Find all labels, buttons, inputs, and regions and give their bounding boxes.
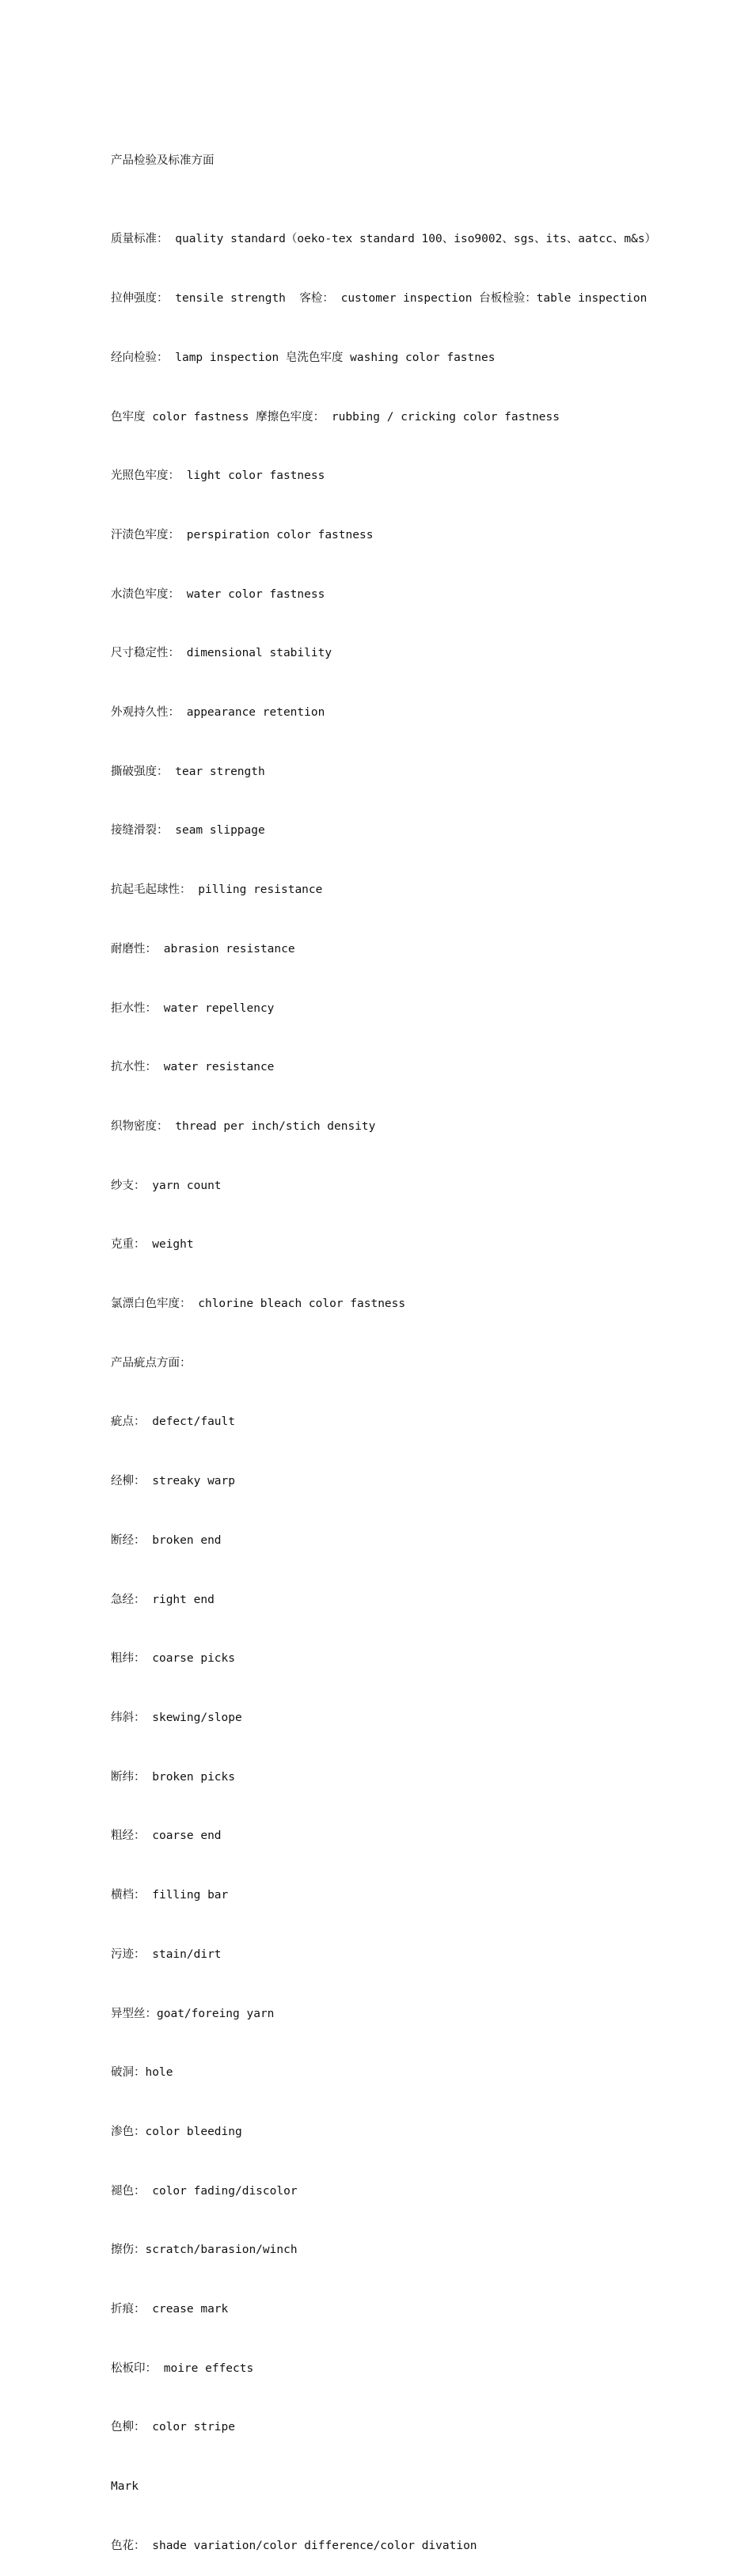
text-line: 擦伤：scratch/barasion/winch [111, 2244, 298, 2257]
text-line: 色牢度 color fastness 摩擦色牢度： rubbing / cricking color fastness [111, 410, 560, 424]
text-line: 横档： filling bar [111, 1889, 229, 1902]
text-line: 折痕： crease mark [111, 2303, 229, 2316]
text-line: 水渍色牢度： water color fastness [111, 587, 325, 601]
text-line: 急经： right end [111, 1593, 215, 1606]
text-line: 渗色：color bleeding [111, 2125, 242, 2138]
text-line: 质量标准： quality standard（oeko-tex standard 100、iso9002、sgs、its、aatcc、m&s） [111, 233, 657, 246]
text-line: 断经： broken end [111, 1533, 222, 1547]
text-line: 抗水性： water resistance [111, 1061, 275, 1074]
document-title: 产品检验及标准方面 [111, 154, 215, 167]
text-line: 褪色： color fading/discolor [111, 2184, 298, 2198]
text-line: 异型丝：goat/foreing yarn [111, 2007, 275, 2020]
text-line: 污迹： stain/dirt [111, 1947, 222, 1961]
text-line: 纱支： yarn count [111, 1179, 222, 1192]
text-line: 拉伸强度： tensile strength 客检： customer inspection 台板检验：table inspection [111, 292, 648, 306]
document-page [111, 112, 665, 2576]
text-line: 拒水性： water repellency [111, 1001, 275, 1015]
text-line: 抗起毛起球性： pilling resistance [111, 883, 323, 897]
text-line: Mark [111, 2480, 139, 2494]
text-line: 织物密度： thread per inch/stich density [111, 1119, 376, 1133]
text-line: 疵点： defect/fault [111, 1415, 235, 1429]
text-line: 色花： shade variation/color difference/color divation [111, 2539, 477, 2552]
text-line: 外观持久性： appearance retention [111, 706, 325, 720]
text-line: 汗渍色牢度： perspiration color fastness [111, 528, 374, 541]
text-line: 撕破强度： tear strength [111, 765, 265, 778]
text-line: 纬斜： skewing/slope [111, 1711, 242, 1724]
text-line: 色柳： color stripe [111, 2421, 235, 2434]
text-line: 粗纬： coarse picks [111, 1652, 235, 1666]
section-heading: 产品疵点方面： [111, 1356, 192, 1370]
text-line: 经柳： streaky warp [111, 1475, 235, 1488]
text-line: 断纬： broken picks [111, 1770, 235, 1784]
text-line: 光照色牢度： light color fastness [111, 469, 325, 483]
text-line: 克重： weight [111, 1238, 194, 1252]
text-line: 松板印： moire effects [111, 2361, 254, 2375]
text-line: 接缝滑裂： seam slippage [111, 824, 265, 838]
text-line: 经向检验： lamp inspection 皂洗色牢度 washing color fastnes [111, 351, 496, 364]
text-line: 氯漂白色牢度： chlorine bleach color fastness [111, 1297, 406, 1311]
text-line: 粗经： coarse end [111, 1829, 222, 1843]
text-line: 尺寸稳定性： dimensional stability [111, 647, 332, 660]
text-line: 耐磨性： abrasion resistance [111, 942, 295, 956]
text-line: 破洞：hole [111, 2066, 173, 2080]
